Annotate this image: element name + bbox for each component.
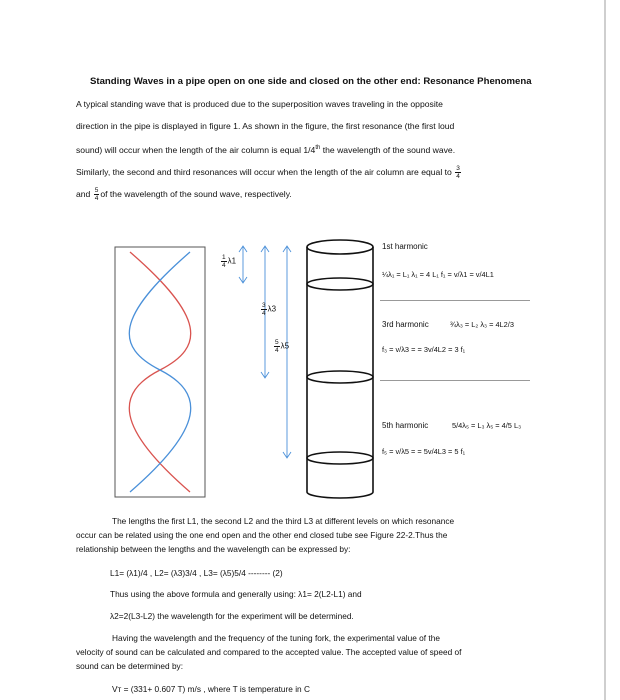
water-level-1 <box>307 278 373 290</box>
third-harmonic-equation-2: f₃ = v/λ3 = = 3v/4L2 = 3 f₁ <box>382 345 466 354</box>
body-line-7: velocity of sound can be calculated and compared to the accepted value. The accepted value of speed of <box>76 647 462 657</box>
document-heading: Standing Waves in a pipe open on one side and closed on the other end: Resonance Phenomena <box>90 76 532 87</box>
water-level-2 <box>307 371 373 383</box>
third-harmonic-equation-1: ¾λ₃ = L₂ λ₃ = 4L2/3 <box>450 320 514 329</box>
wave-box <box>115 247 205 497</box>
intro-line-3 <box>76 137 546 161</box>
body-line-4: Thus using the above formula and generally using: λ1= 2(L2-L1) and <box>110 589 362 599</box>
intro-line-1: A typical standing wave that is produced due to the superposition waves traveling in the opposite <box>76 99 443 109</box>
intro-line-5 <box>76 183 546 205</box>
intro-line-5a: and <box>76 188 91 199</box>
page-edge <box>604 0 606 700</box>
body-line-1: The lengths the first L1, the second L2 and the third L3 at different levels on which resonance <box>112 516 455 526</box>
intro-line-3b: the wavelength of the sound wave. <box>320 144 456 155</box>
fifth-harmonic-title: 5th harmonic <box>382 421 429 430</box>
fifth-harmonic-equation-2: f₅ = v/λ5 = = 5v/4L3 = 5 f₁ <box>382 447 466 456</box>
label-quarter-lambda1: $\frac{1}{4}$ λ1 <box>222 254 237 269</box>
resonance-formula: L1= (λ1)/4 , L2= (λ3)3/4 , L3= (λ5)5/4 -------- (2) <box>110 568 283 578</box>
divider-2 <box>380 380 530 381</box>
body-line-2: occur can be related using the one end open and the other end closed tube see Figure 22-2.Thus the <box>76 530 448 540</box>
intro-line-3-sup: th <box>315 145 321 151</box>
label-five-quarter-lambda5: $\frac{5}{4}$ λ5 <box>275 339 290 354</box>
tube-top <box>307 240 373 254</box>
intro-line-4 <box>76 161 546 183</box>
standing-wave-figure <box>110 232 550 502</box>
water-level-3 <box>307 452 373 464</box>
body-line-5: λ2=2(L3-L2) the wavelength for the experiment will be determined. <box>110 611 354 621</box>
speed-of-sound-formula: Vᴛ = (331+ 0.607 T) m/s , where T is temperature in C <box>112 684 310 694</box>
body-line-6: Having the wavelength and the frequency of the tuning fork, the experimental value of the <box>112 633 440 643</box>
fraction-five-quarters: $\frac{5}{4}$ <box>94 187 99 203</box>
intro-paragraph <box>76 93 546 205</box>
blue-standing-wave <box>129 252 190 492</box>
intro-line-3a: sound) will occur when the length of the air column is equal 1/4 <box>76 144 316 155</box>
fraction-three-quarters: $\frac{3}{4}$ <box>456 165 460 181</box>
body-line-3: relationship between the lengths and the wavelength can be expressed by: <box>76 544 351 554</box>
intro-line-5b: of the wavelength of the sound wave, respectively. <box>100 188 292 199</box>
fifth-harmonic-equation-1: 5/4λ₅ = L₃ λ₅ = 4/5 L₃ <box>452 421 522 430</box>
intro-line-4-text: Similarly, the second and third resonances will occur when the length of the air column are equal to <box>76 166 452 177</box>
red-standing-wave <box>129 252 190 492</box>
first-harmonic-equation: ¼λ₁ = L₁ λ₁ = 4 L₁ f₁ = v/λ1 = v/4L1 <box>382 270 494 279</box>
third-harmonic-title: 3rd harmonic <box>382 320 429 329</box>
divider-1 <box>380 300 530 301</box>
tube-bottom <box>307 492 373 498</box>
first-harmonic-title: 1st harmonic <box>382 242 428 251</box>
label-three-quarter-lambda3: $\frac{3}{4}$ λ3 <box>262 302 277 317</box>
intro-line-2: direction in the pipe is displayed in figure 1. As shown in the figure, the first resonance (the first loud <box>76 121 455 131</box>
body-line-8: sound can be determined by: <box>76 661 184 671</box>
